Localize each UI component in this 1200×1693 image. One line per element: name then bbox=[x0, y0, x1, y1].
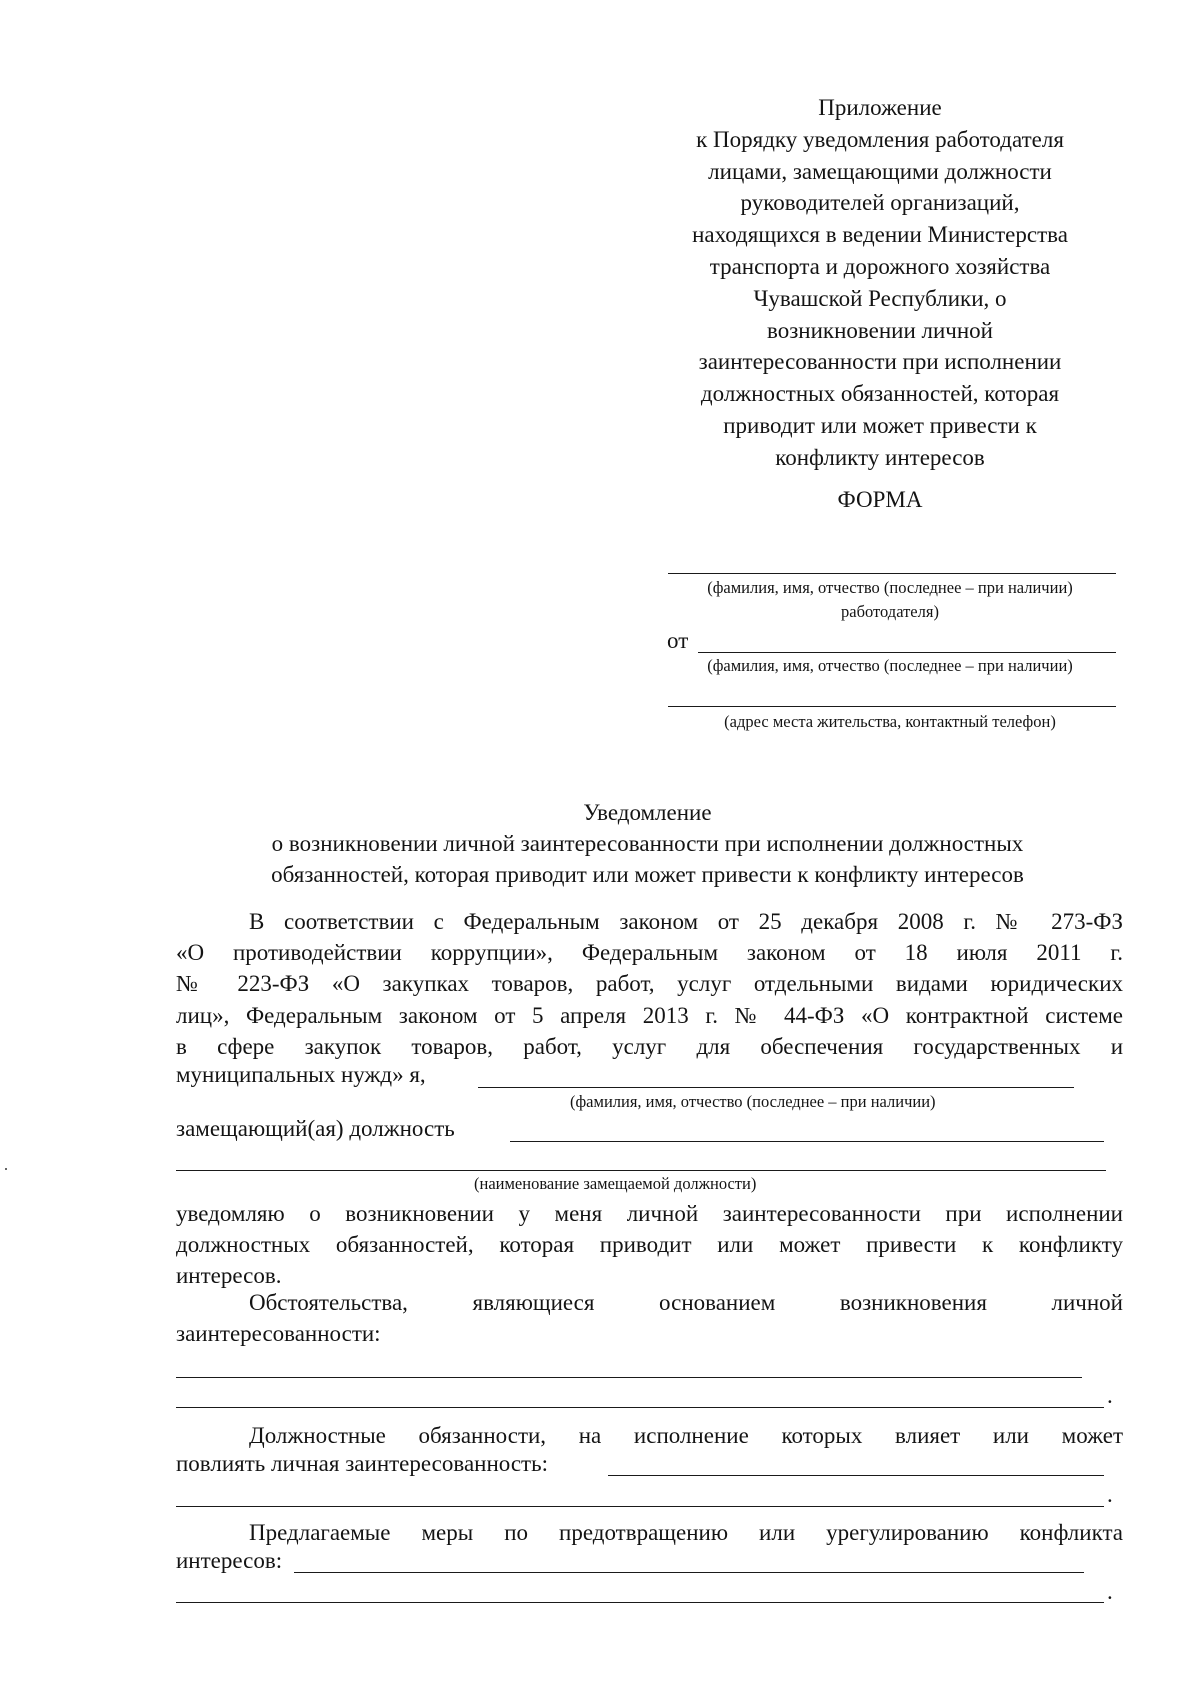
address-caption: (адрес места жительства, контактный телефон) bbox=[724, 712, 1056, 731]
paragraph-line: заинтересованности: bbox=[176, 1321, 381, 1346]
notice-title-line: о возникновении личной заинтересованности при исполнении должностных bbox=[271, 831, 1024, 856]
paragraph-line: уведомляю о возникновении у меня личной заинтересованности при исполнении bbox=[176, 1201, 1123, 1226]
paragraph-line: № 223-ФЗ «О закупках товаров, работ, услуг отдельными видами юридических bbox=[176, 971, 1123, 997]
paragraph-word: Обстоятельства, bbox=[249, 1290, 408, 1315]
appendix-line: транспорта и дорожного хозяйства bbox=[709, 253, 1051, 279]
appendix-line: должностных обязанностей, которая bbox=[700, 381, 1060, 407]
position-label: замещающий(ая) должность bbox=[176, 1116, 455, 1141]
scan-speck bbox=[5, 1168, 7, 1170]
paragraph-line: интересов. bbox=[176, 1263, 282, 1289]
employer-caption-continued: работодателя) bbox=[841, 602, 939, 621]
paragraph-word: возникновения bbox=[839, 1290, 987, 1315]
notice-title bbox=[170, 797, 1125, 890]
employer-caption: (фамилия, имя, отчество (последнее – при наличии) bbox=[707, 578, 1073, 597]
employer-name-line[interactable] bbox=[668, 573, 1116, 574]
line-end-period: . bbox=[1107, 1482, 1113, 1507]
paragraph-line: повлиять личная заинтересованность: bbox=[176, 1451, 548, 1476]
paragraph-word: основанием bbox=[659, 1290, 776, 1315]
paragraph-notice bbox=[176, 1198, 1123, 1292]
applicant-name-line[interactable] bbox=[478, 1087, 1074, 1088]
paragraph-legal-basis bbox=[176, 906, 1123, 1062]
notice-title-line: Уведомление bbox=[583, 800, 712, 825]
from-name-line[interactable] bbox=[698, 652, 1116, 653]
appendix-line: лицами, замещающими должности bbox=[708, 158, 1052, 184]
line-end-period: . bbox=[1107, 1579, 1113, 1604]
measures-line-2[interactable] bbox=[176, 1602, 1104, 1603]
form-label: ФОРМА bbox=[837, 487, 923, 512]
line-end-period: . bbox=[1107, 1383, 1113, 1408]
from-caption: (фамилия, имя, отчество (последнее – при наличии) bbox=[707, 656, 1073, 675]
appendix-line: Чувашской Республики, о bbox=[753, 285, 1007, 311]
paragraph-circumstances bbox=[176, 1290, 1123, 1316]
position-line-2[interactable] bbox=[176, 1170, 1106, 1171]
appendix-line: приводит или может привести к bbox=[723, 412, 1037, 438]
circumstances-line-2[interactable] bbox=[176, 1407, 1104, 1408]
paragraph-line: В соответствии с Федеральным законом от 25 декабря 2008 г. № 273-ФЗ bbox=[249, 909, 1123, 934]
paragraph-duties bbox=[176, 1420, 1123, 1451]
appendix-header bbox=[640, 92, 1120, 474]
address-line[interactable] bbox=[668, 706, 1116, 707]
paragraph-line: муниципальных нужд» я, bbox=[176, 1062, 426, 1087]
position-line[interactable] bbox=[510, 1141, 1104, 1142]
appendix-line: Приложение bbox=[818, 95, 942, 120]
paragraph-measures bbox=[176, 1517, 1123, 1548]
position-caption: (наименование замещаемой должности) bbox=[474, 1174, 757, 1193]
duties-line-2[interactable] bbox=[176, 1506, 1104, 1507]
paragraph-word: являющиеся bbox=[472, 1290, 595, 1315]
paragraph-line: должностных обязанностей, которая приводит или может привести к конфликту bbox=[176, 1232, 1123, 1258]
paragraph-line: лиц», Федеральным законом от 5 апреля 2013 г. № 44-ФЗ «О контрактной системе bbox=[176, 1002, 1123, 1028]
notice-title-line: обязанностей, которая приводит или может привести к конфликту интересов bbox=[271, 862, 1024, 887]
paragraph-line: интересов: bbox=[176, 1548, 283, 1573]
appendix-line: возникновении личной bbox=[767, 317, 993, 343]
appendix-line: конфликту интересов bbox=[775, 444, 985, 470]
paragraph-line: в сфере закупок товаров, работ, услуг для обеспечения государственных и bbox=[176, 1033, 1123, 1059]
paragraph-word: личной bbox=[1051, 1290, 1123, 1315]
applicant-name-caption: (фамилия, имя, отчество (последнее – при наличии) bbox=[570, 1092, 936, 1111]
appendix-line: находящихся в ведении Министерства bbox=[692, 222, 1068, 248]
paragraph-line: «О противодействии коррупции», Федеральным законом от 18 июля 2011 г. bbox=[176, 940, 1123, 966]
paragraph-line: Предлагаемые меры по предотвращению или урегулированию конфликта bbox=[249, 1520, 1123, 1545]
measures-line-1[interactable] bbox=[294, 1572, 1084, 1573]
circumstances-line-1[interactable] bbox=[176, 1377, 1082, 1378]
appendix-line: к Порядку уведомления работодателя bbox=[696, 126, 1064, 152]
from-label: от bbox=[667, 628, 689, 653]
duties-line-1[interactable] bbox=[608, 1475, 1104, 1476]
appendix-line: руководителей организаций, bbox=[740, 190, 1020, 216]
appendix-line: заинтересованности при исполнении bbox=[698, 349, 1062, 375]
paragraph-line: Должностные обязанности, на исполнение которых влияет или может bbox=[249, 1423, 1123, 1448]
